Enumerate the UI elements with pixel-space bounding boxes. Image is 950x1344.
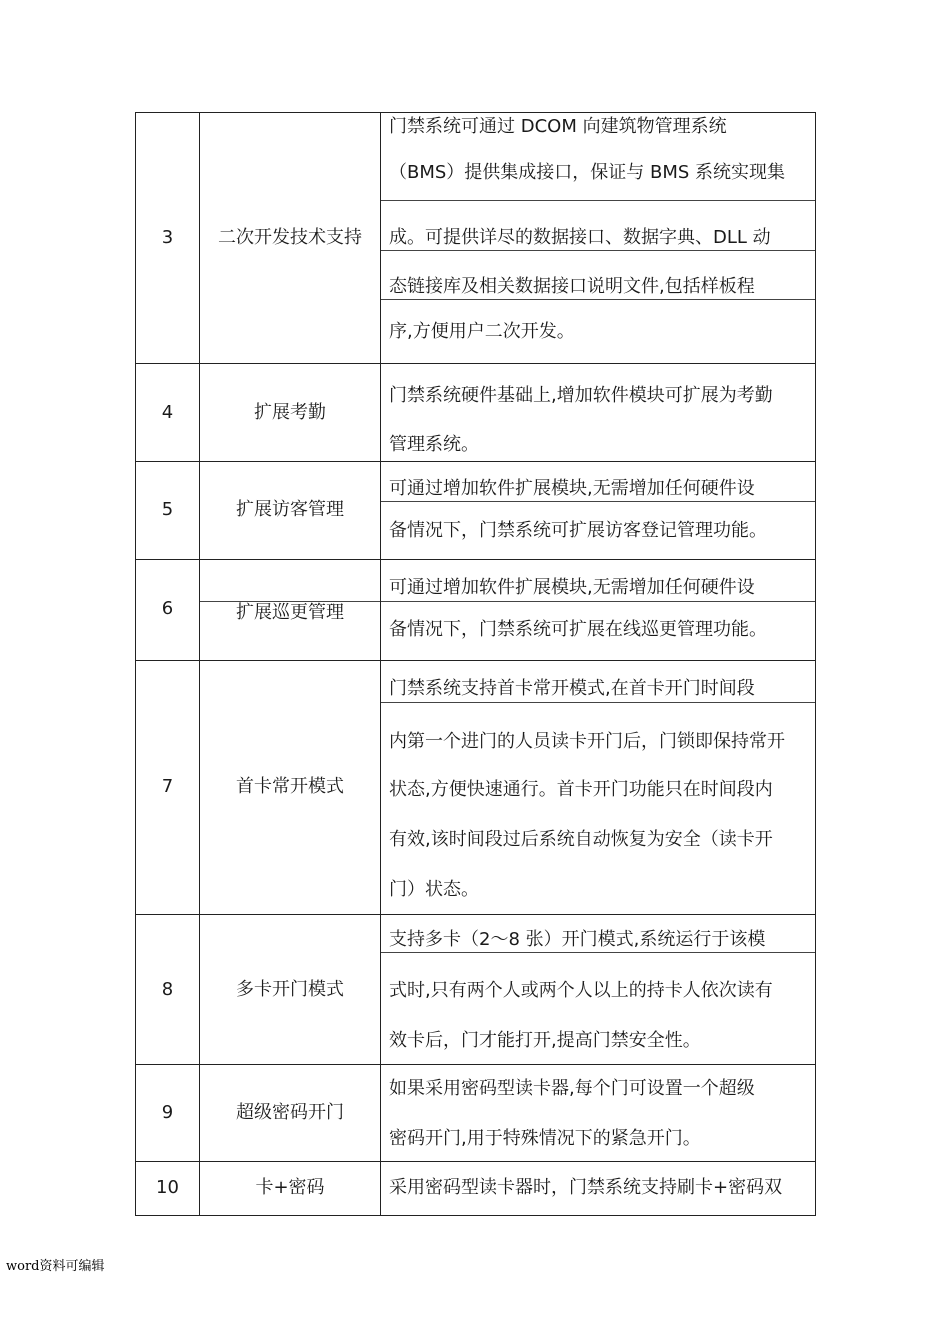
description-line: 门）状态。 — [389, 879, 479, 900]
feature-description-cell — [381, 660, 816, 914]
description-line: 门禁系统可通过 DCOM 向建筑物管理系统 — [389, 116, 727, 137]
feature-title: 二次开发技术支持 — [218, 227, 362, 248]
feature-title: 扩展访客管理 — [236, 499, 344, 520]
table-row — [135, 363, 816, 461]
feature-title-cell — [200, 660, 381, 914]
row-number-cell — [135, 914, 200, 1064]
row-number: 7 — [161, 776, 174, 797]
feature-title: 扩展巡更管理 — [236, 602, 344, 623]
feature-description-cell — [381, 112, 816, 363]
inner-rule — [381, 952, 815, 953]
table-row — [135, 461, 816, 559]
table-row — [135, 112, 816, 363]
description-line: 有效,该时间段过后系统自动恢复为安全（读卡开 — [389, 829, 773, 850]
table-row — [135, 1161, 816, 1216]
footer-note: word资料可编辑 — [6, 1259, 105, 1274]
feature-title: 卡+密码 — [255, 1177, 325, 1198]
inner-rule — [381, 601, 815, 602]
description-line: 门禁系统支持首卡常开模式,在首卡开门时间段 — [389, 678, 755, 699]
table-row — [135, 1064, 816, 1161]
description-line: 采用密码型读卡器时，门禁系统支持刷卡+密码双 — [389, 1177, 783, 1198]
row-number-cell — [135, 660, 200, 914]
row-number: 10 — [156, 1177, 179, 1198]
feature-title: 扩展考勤 — [254, 402, 326, 423]
row-number: 5 — [161, 499, 174, 520]
description-line: 成。可提供详尽的数据接口、数据字典、DLL 动 — [389, 227, 771, 248]
description-line: 管理系统。 — [389, 434, 479, 455]
row-number-cell — [135, 363, 200, 461]
description-line: （BMS）提供集成接口，保证与 BMS 系统实现集 — [389, 162, 786, 183]
feature-description-cell — [381, 1064, 816, 1161]
row-number: 4 — [161, 402, 174, 423]
inner-rule — [381, 299, 815, 300]
feature-title-cell — [200, 1064, 381, 1161]
feature-title: 超级密码开门 — [236, 1102, 344, 1123]
feature-title: 首卡常开模式 — [236, 776, 344, 797]
row-number-cell — [135, 559, 200, 660]
feature-description-cell — [381, 1161, 816, 1216]
description-line: 支持多卡（2〜8 张）开门模式,系统运行于该模 — [389, 929, 766, 950]
feature-description-cell — [381, 914, 816, 1064]
inner-rule — [381, 250, 815, 251]
feature-description-cell — [381, 363, 816, 461]
row-number-cell — [135, 1161, 200, 1216]
feature-title-cell — [200, 1161, 381, 1216]
feature-title-cell — [200, 363, 381, 461]
feature-title: 多卡开门模式 — [236, 979, 344, 1000]
row-number-cell — [135, 461, 200, 559]
description-line: 态链接库及相关数据接口说明文件,包括样板程 — [389, 276, 755, 297]
table-row — [135, 559, 816, 660]
feature-title-cell — [200, 559, 381, 660]
feature-title-cell — [200, 914, 381, 1064]
inner-rule — [381, 200, 815, 201]
feature-description-cell — [381, 461, 816, 559]
row-number: 9 — [161, 1102, 174, 1123]
row-number: 3 — [161, 227, 174, 248]
row-number: 6 — [161, 598, 174, 619]
description-line: 密码开门,用于特殊情况下的紧急开门。 — [389, 1128, 701, 1149]
inner-rule — [381, 702, 815, 703]
feature-title-cell — [200, 461, 381, 559]
description-line: 序,方便用户二次开发。 — [389, 321, 575, 342]
description-line: 内第一个进门的人员读卡开门后，门锁即保持常开 — [389, 731, 785, 752]
description-line: 如果采用密码型读卡器,每个门可设置一个超级 — [389, 1078, 755, 1099]
row-number: 8 — [161, 979, 174, 1000]
description-line: 备情况下，门禁系统可扩展访客登记管理功能。 — [389, 520, 767, 541]
description-line: 可通过增加软件扩展模块,无需增加任何硬件设 — [389, 478, 755, 499]
feature-description-cell — [381, 559, 816, 660]
description-line: 式时,只有两个人或两个人以上的持卡人依次读有 — [389, 980, 773, 1001]
table-row — [135, 914, 816, 1064]
description-line: 效卡后，门才能打开,提高门禁安全性。 — [389, 1030, 701, 1051]
table-row — [135, 660, 816, 914]
inner-rule — [381, 501, 815, 502]
description-line: 状态,方便快速通行。首卡开门功能只在时间段内 — [389, 779, 773, 800]
description-line: 可通过增加软件扩展模块,无需增加任何硬件设 — [389, 577, 755, 598]
description-line: 备情况下，门禁系统可扩展在线巡更管理功能。 — [389, 619, 767, 640]
table-bottom-border — [135, 1215, 816, 1216]
row-number-cell — [135, 1064, 200, 1161]
row-number-cell — [135, 112, 200, 363]
description-line: 门禁系统硬件基础上,增加软件模块可扩展为考勤 — [389, 385, 773, 406]
feature-title-cell — [200, 112, 381, 363]
